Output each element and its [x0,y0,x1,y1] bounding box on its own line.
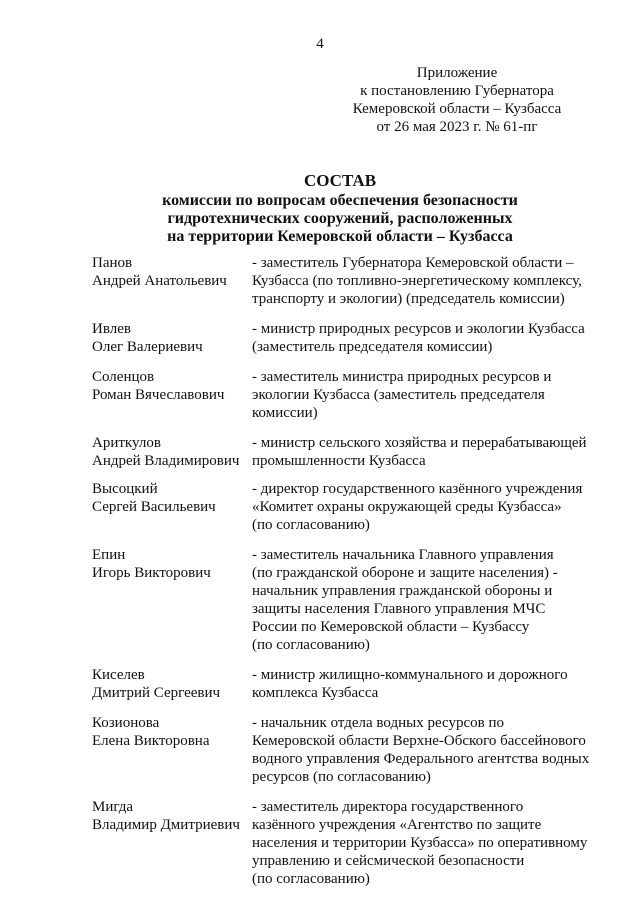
member-row [92,254,602,308]
title-line: на территории Кемеровской области – Кузбасса [167,228,513,245]
member-name-line: Владимир Дмитриевич [92,817,240,833]
appendix-line: Кемеровской области – Кузбасса [352,101,562,117]
title-line: гидротехнических сооружений, расположенных [167,210,513,227]
member-role-line: Кемеровской области Верхне-Обского бассейнового [252,733,586,749]
member-role [252,368,602,422]
member-name [92,434,252,470]
member-name-line: Высоцкий [92,481,158,497]
member-role [252,480,602,534]
member-name-line: Андрей Анатольевич [92,273,227,289]
member-name [92,320,252,356]
member-role-line: экологии Кузбасса (заместитель председателя [252,387,545,403]
member-row [92,480,602,534]
member-role-line: транспорту и экологии) (председатель комиссии) [252,291,565,307]
member-name-line: Игорь Викторович [92,565,211,581]
member-name [92,546,252,654]
member-row [92,368,602,422]
appendix-line: к постановлению Губернатора [360,83,554,99]
member-name [92,714,252,786]
member-name-line: Роман Вячеславович [92,387,225,403]
member-role [252,546,602,654]
member-row [92,320,602,356]
member-role-line: населения и территории Кузбасса» по оперативному [252,835,588,851]
member-row [92,546,602,654]
member-name-line: Дмитрий Сергеевич [92,685,221,701]
member-role-line: России по Кемеровской области – Кузбассу [252,619,530,635]
member-name-line: Киселев [92,667,145,683]
appendix-line: от 26 мая 2023 г. № 61-пг [376,119,538,135]
member-role-line: комиссии) [252,405,318,421]
member-role-line: - начальник отдела водных ресурсов по [252,715,504,731]
member-role-line: ресурсов (по согласованию) [252,769,431,785]
member-name-line: Сергей Васильевич [92,499,216,515]
member-role-line: - министр природных ресурсов и экологии Кузбасса [252,321,585,337]
member-name-line: Андрей Владимирович [92,453,240,469]
member-role [252,714,602,786]
appendix-header [352,64,562,136]
member-role-line: - заместитель министра природных ресурсов и [252,369,552,385]
member-role [252,434,602,470]
member-name [92,368,252,422]
member-role-line: - заместитель директора государственного [252,799,524,815]
member-role-line: комплекса Кузбасса [252,685,379,701]
member-name-line: Елена Викторовна [92,733,210,749]
member-row [92,798,602,888]
member-role [252,320,602,356]
member-name [92,798,252,888]
member-name-line: Епин [92,547,126,563]
member-name-line: Ивлев [92,321,131,337]
title-main: СОСТАВ [303,171,377,190]
member-name-line: Мигда [92,799,134,815]
page-number: 4 [316,36,324,52]
member-row [92,666,602,702]
member-role-line: (по согласованию) [252,637,370,653]
member-role-line: - министр сельского хозяйства и перерабатывающей [252,435,587,451]
member-name-line: Олег Валериевич [92,339,203,355]
member-name-line: Соленцов [92,369,155,385]
title-line: комиссии по вопросам обеспечения безопасности [162,192,518,209]
member-role-line: Кузбасса (по топливно-энергетическому комплексу, [252,273,582,289]
member-role [252,666,602,702]
member-name-line: Козионова [92,715,160,731]
member-role-line: - министр жилищно-коммунального и дорожного [252,667,568,683]
member-row [92,434,602,470]
member-role-line: водного управления Федерального агентства водных [252,751,590,767]
member-name [92,254,252,308]
member-role-line: начальник управления гражданской обороны и [252,583,553,599]
member-role-line: - заместитель начальника Главного управления [252,547,554,563]
member-role-line: «Комитет охраны окружающей среды Кузбасса» [252,499,562,515]
document-title [0,172,640,246]
member-role-line: управлению и сейсмической безопасности [252,853,525,869]
member-name-line: Панов [92,255,133,271]
member-name-line: Ариткулов [92,435,161,451]
member-role-line: промышленности Кузбасса [252,453,426,469]
members-list [92,254,602,888]
member-role-line: защиты населения Главного управления МЧС [252,601,546,617]
member-role-line: (по согласованию) [252,871,370,887]
member-role [252,254,602,308]
member-row [92,714,602,786]
member-role-line: казённого учреждения «Агентство по защите [252,817,542,833]
member-role-line: (по гражданской обороне и защите населения) - [252,565,558,581]
appendix-line: Приложение [416,65,498,81]
member-role-line: - директор государственного казённого учреждения [252,481,583,497]
member-role-line: - заместитель Губернатора Кемеровской области – [252,255,574,271]
member-role-line: (по согласованию) [252,517,370,533]
member-role [252,798,602,888]
member-name [92,666,252,702]
member-name [92,480,252,534]
member-role-line: (заместитель председателя комиссии) [252,339,493,355]
